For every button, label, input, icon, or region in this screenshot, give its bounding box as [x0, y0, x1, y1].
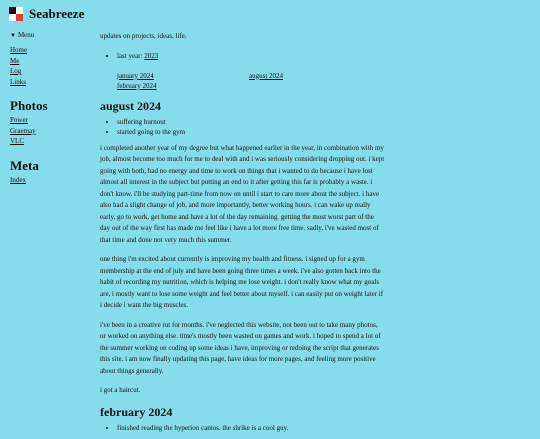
last-year-label: last year:: [117, 51, 143, 60]
menu-toggle[interactable]: [10, 31, 90, 39]
archive-links: [117, 71, 385, 91]
post-bullets: [100, 423, 385, 433]
post-paragraph: i completed another year of my degree but what happened earlier in the year, in combination with my job, almost become too much for me to deal with and i was seriously considering dropping out. i kept going with both, had no energy and time to work on things that i wanted to do because i have lost almost all interest in the subject but putting an end to it after getting this far is probably a waste. i don't know. i'll be studying part-time from now on until i start to care more about the subject. i have also had a slight change of job, and more importantly, better working hours. i can wake up really early, go to work, get home and have a lot of the day remaining. getting the most worst part of the day out of the way first has made me feel like i have a lot more free time. sadly, i've wasted most of that time and done not very much this summer.: [100, 143, 385, 244]
nav-link-me[interactable]: Me: [10, 56, 20, 65]
archive-link-august-2024[interactable]: august 2024: [249, 71, 284, 80]
last-year-item: [117, 51, 385, 61]
post-paragraph: i've been in a creative rut for months. i've neglected this website, not been out to take many photos, or worked on anything else. time's mostly been wasted on games and work. i hoped to spend a lot of the summer working on coding up some ideas i have, improving or redoing the script that generates this site. i am now finally updating this page, have ideas for more pages, and feeling more positive about things generally.: [100, 320, 381, 375]
post-title-february-2024: february 2024: [100, 404, 173, 419]
last-year-link[interactable]: 2023: [144, 51, 159, 60]
last-year-list: [100, 51, 385, 61]
site-title[interactable]: Seabreeze: [29, 6, 85, 21]
archive-link-january-2024[interactable]: january 2024: [117, 71, 154, 80]
intro-text: updates on projects, ideas, life.: [100, 32, 187, 40]
post-title-august-2024: august 2024: [100, 98, 162, 113]
meta-link-index[interactable]: Index: [10, 175, 26, 184]
sidebar-heading-meta: Meta: [10, 157, 39, 173]
post-bullets: [100, 117, 385, 137]
photos-link-vlc[interactable]: VLC: [10, 137, 24, 145]
nav-link-log[interactable]: Log: [10, 67, 22, 75]
triangle-down-icon: ▼: [10, 33, 16, 39]
nav-link-links[interactable]: Links: [10, 77, 26, 86]
menu-label: Menu: [17, 31, 35, 39]
site-header: [9, 6, 84, 22]
post-paragraph: i got a haircut.: [100, 386, 141, 394]
sidebar: [10, 31, 90, 185]
sidebar-heading-photos: Photos: [10, 98, 48, 113]
main-content: [100, 31, 385, 439]
post-bullet: • started going to the gym: [117, 127, 385, 137]
post-bullet: • suffering burnout: [117, 117, 385, 127]
archive-link-february-2024[interactable]: february 2024: [117, 81, 157, 90]
nav-link-home[interactable]: Home: [10, 46, 28, 54]
post-bullet: • finished reading the hyperion cantos. the shrike is a cool guy.: [117, 423, 385, 433]
post-paragraph: one thing i'm excited about currently is improving my health and fitness. i signed up for a gym membership at the end of july and have been going three times a week. i've also gotten back into the habit of recording my nutrition, which is helping me lose weight. i don't really know what my goals are, i mostly want to lose some weight and feel better about myself. i can easily put on weight later if i decide i want the big muscles.: [100, 255, 384, 309]
photos-link-graemay[interactable]: Graemay: [10, 126, 36, 135]
site-logo[interactable]: [9, 7, 23, 21]
photos-link-power[interactable]: Power: [10, 116, 28, 124]
